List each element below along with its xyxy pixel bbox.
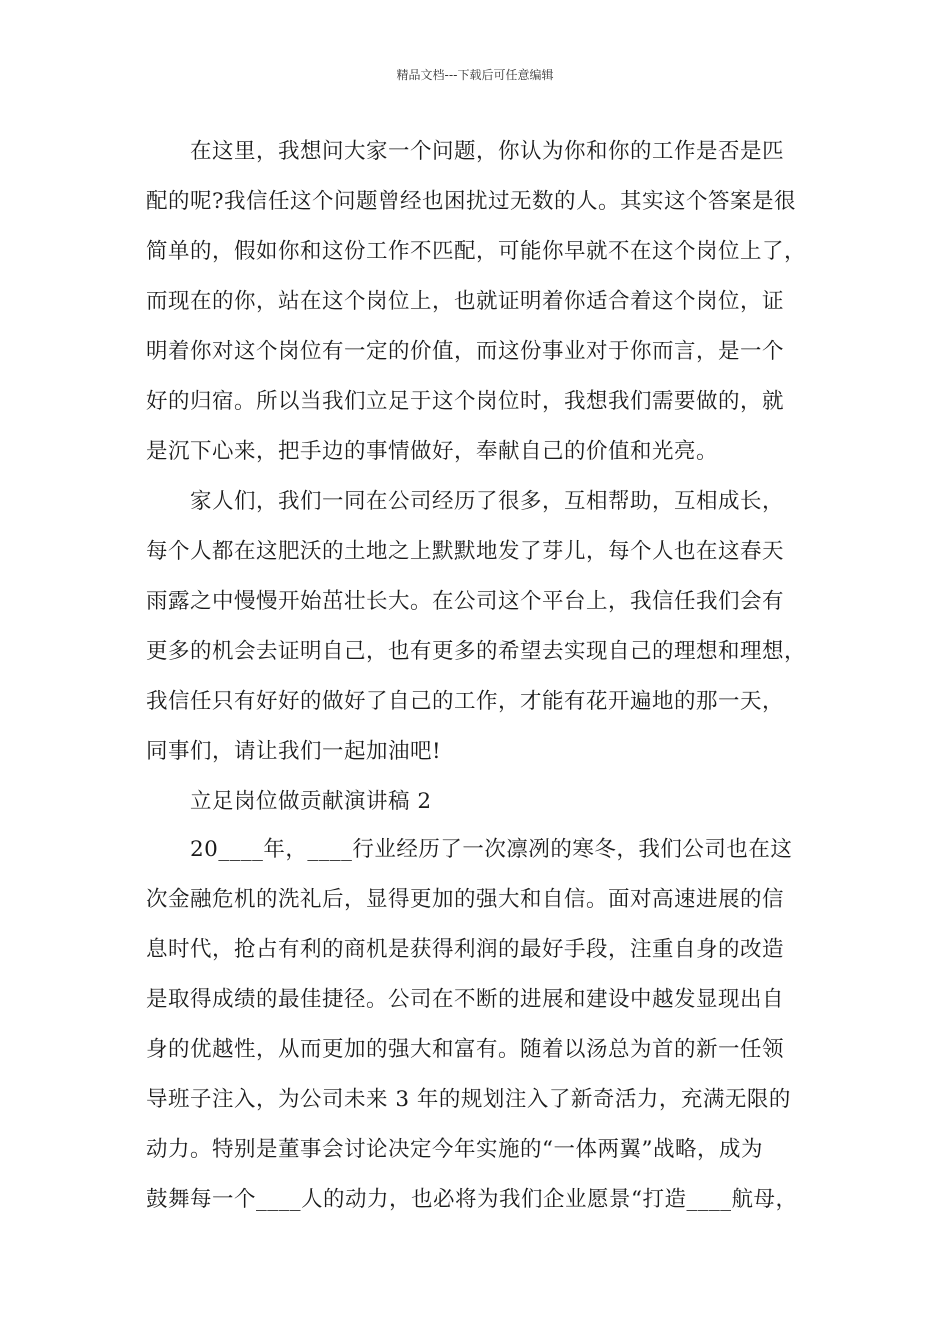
text-line: 是取得成绩的最佳捷径。公司在不断的进展和建设中越发显现出自	[146, 987, 785, 1012]
text-line: 明着你对这个岗位有一定的价值，而这份事业对于你而言，是一个	[146, 339, 785, 364]
text-line: 每个人都在这肥沃的土地之上默默地发了芽儿，每个人也在这春天	[146, 539, 785, 564]
text-line: 我信任只有好好的做好了自己的工作，才能有花开遍地的那一天，	[146, 689, 785, 714]
text-line: 20____年，____行业经历了一次凛冽的寒冬，我们公司也在这	[190, 837, 793, 862]
text-line: 鼓舞每一个____人的动力，也必将为我们企业愿景“打造____航母，	[146, 1187, 798, 1212]
text-line: 好的归宿。所以当我们立足于这个岗位时，我想我们需要做的，就	[146, 389, 785, 414]
text-line: 是沉下心来，把手边的事情做好，奉献自己的价值和光亮。	[146, 439, 719, 464]
text-line: 次金融危机的洗礼后，显得更加的强大和自信。面对高速进展的信	[146, 887, 785, 912]
text-line: 动力。特别是董事会讨论决定今年实施的“一体两翼”战略，成为	[146, 1137, 763, 1162]
text-line: 在这里，我想问大家一个问题，你认为你和你的工作是否是匹	[190, 139, 785, 164]
text-line: 简单的，假如你和这份工作不匹配，可能你早就不在这个岗位上了，	[146, 239, 807, 264]
text-line: 配的呢?我信任这个问题曾经也困扰过无数的人。其实这个答案是很	[146, 189, 797, 214]
text-line: 更多的机会去证明自己，也有更多的希望去实现自己的理想和理想，	[146, 639, 807, 664]
text-line: 而现在的你，站在这个岗位上，也就证明着你适合着这个岗位，证	[146, 289, 785, 314]
text-line: 身的优越性，从而更加的强大和富有。随着以汤总为首的新一任领	[146, 1037, 785, 1062]
text-line: 家人们，我们一同在公司经历了很多，互相帮助，互相成长，	[190, 489, 785, 514]
text-line: 同事们，请让我们一起加油吧!	[146, 739, 442, 764]
text-line: 雨露之中慢慢开始茁壮长大。在公司这个平台上，我信任我们会有	[146, 589, 785, 614]
section-title: 立足岗位做贡献演讲稿 2	[190, 789, 432, 814]
page-header: 精品文档---下载后可任意编辑	[396, 68, 554, 82]
text-line: 息时代，抢占有利的商机是获得利润的最好手段，注重自身的改造	[146, 937, 785, 962]
text-line: 导班子注入，为公司未来 3 年的规划注入了新奇活力，充满无限的	[146, 1087, 791, 1112]
